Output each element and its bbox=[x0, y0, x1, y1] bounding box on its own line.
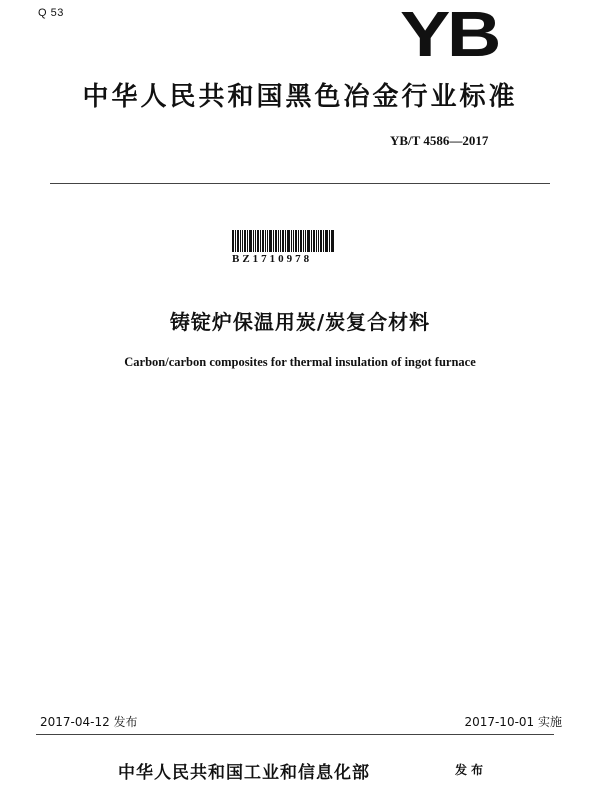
ccs-code: Q 53 bbox=[38, 7, 64, 19]
issued-label: 发布 bbox=[455, 763, 488, 777]
document-title-en: Carbon/carbon composites for thermal insulation of ingot furnace bbox=[124, 355, 476, 369]
standard-number: YB/T 4586—2017 bbox=[390, 133, 489, 148]
standard-title: 中华人民共和国黑色冶金行业标准 bbox=[82, 82, 518, 112]
issue-date: 2017-04-12 发布 bbox=[40, 715, 138, 729]
top-divider bbox=[50, 183, 550, 184]
document-title-zh: 铸锭炉保温用炭/炭复合材料 bbox=[169, 310, 431, 334]
issuing-authority: 中华人民共和国工业和信息化部 bbox=[118, 763, 370, 783]
bottom-divider bbox=[36, 734, 554, 735]
barcode-number: BZ1710978 bbox=[232, 253, 313, 265]
yb-logo: YB bbox=[400, 0, 498, 70]
implementation-date: 2017-10-01 实施 bbox=[464, 715, 562, 729]
barcode-icon bbox=[232, 230, 334, 252]
